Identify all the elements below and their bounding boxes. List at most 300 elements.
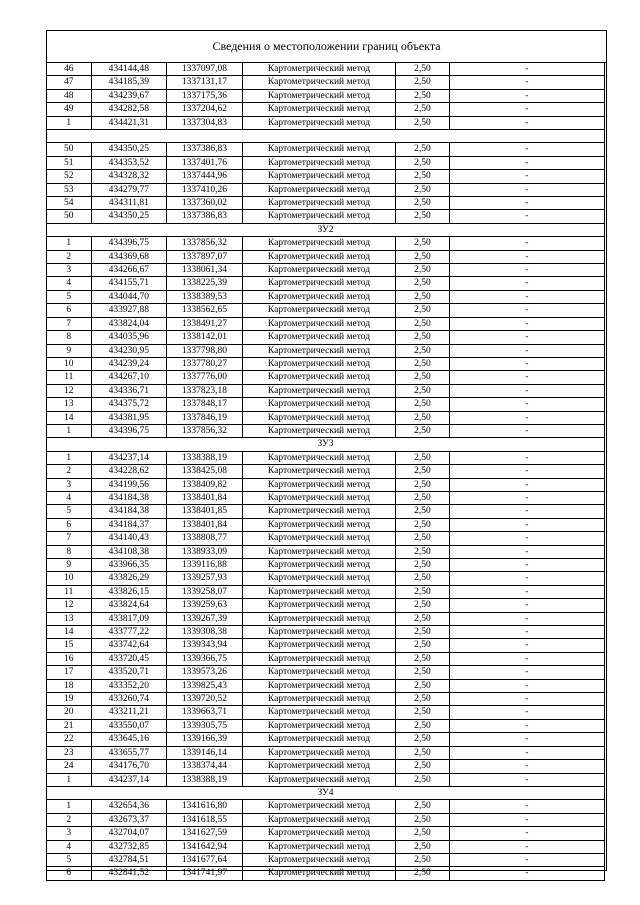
y-coordinate-cell: 1339305,75: [167, 719, 243, 732]
description-cell: -: [449, 853, 604, 866]
table-row: [47, 867, 605, 880]
accuracy-cell: 2,50: [396, 585, 450, 598]
accuracy-cell: 2,50: [396, 572, 450, 585]
method-cell: Картометрический метод: [242, 398, 395, 411]
x-coordinate-cell: 432673,37: [91, 813, 167, 826]
table-row: [47, 800, 605, 813]
description-cell: -: [449, 304, 604, 317]
description-cell: -: [449, 89, 604, 102]
point-number-cell: 9: [47, 559, 92, 572]
y-coordinate-cell: 1338409,82: [167, 478, 243, 491]
y-coordinate-cell: 1338401,85: [167, 505, 243, 518]
accuracy-cell: 2,50: [396, 599, 450, 612]
y-coordinate-cell: 1339267,39: [167, 612, 243, 625]
point-number-cell: 3: [47, 827, 92, 840]
point-number-cell: 3: [47, 264, 92, 277]
method-cell: Картометрический метод: [242, 197, 395, 210]
y-coordinate-cell: 1338401,84: [167, 491, 243, 504]
point-number-cell: 50: [47, 210, 92, 223]
description-cell: -: [449, 813, 604, 826]
table-row: [47, 532, 605, 545]
point-number-cell: 47: [47, 76, 92, 89]
table-row: [47, 264, 605, 277]
y-coordinate-cell: 1337175,36: [167, 89, 243, 102]
y-coordinate-cell: 1337386,83: [167, 143, 243, 156]
accuracy-cell: 2,50: [396, 733, 450, 746]
accuracy-cell: 2,50: [396, 210, 450, 223]
table-row: [47, 304, 605, 317]
method-cell: Картометрический метод: [242, 304, 395, 317]
y-coordinate-cell: 1337444,96: [167, 170, 243, 183]
accuracy-cell: 2,50: [396, 264, 450, 277]
point-number-cell: 11: [47, 371, 92, 384]
x-coordinate-cell: 433352,20: [91, 679, 167, 692]
method-cell: Картометрический метод: [242, 116, 395, 129]
method-cell: Картометрический метод: [242, 559, 395, 572]
description-cell: -: [449, 344, 604, 357]
x-coordinate-cell: 434230,95: [91, 344, 167, 357]
x-coordinate-cell: 433260,74: [91, 693, 167, 706]
y-coordinate-cell: 1338425,08: [167, 465, 243, 478]
description-cell: -: [449, 518, 604, 531]
description-cell: -: [449, 599, 604, 612]
description-cell: -: [449, 237, 604, 250]
y-coordinate-cell: 1337410,26: [167, 183, 243, 196]
section-header-row: [47, 223, 605, 236]
x-coordinate-cell: 434279,77: [91, 183, 167, 196]
y-coordinate-cell: 1339573,26: [167, 666, 243, 679]
x-coordinate-cell: 434044,70: [91, 290, 167, 303]
point-number-cell: 18: [47, 679, 92, 692]
description-cell: -: [449, 760, 604, 773]
description-cell: -: [449, 827, 604, 840]
description-cell: -: [449, 545, 604, 558]
point-number-cell: 1: [47, 800, 92, 813]
y-coordinate-cell: 1338401,84: [167, 518, 243, 531]
accuracy-cell: 2,50: [396, 76, 450, 89]
method-cell: Картометрический метод: [242, 626, 395, 639]
table-row: [47, 143, 605, 156]
y-coordinate-cell: 1337386,83: [167, 210, 243, 223]
table-row: [47, 706, 605, 719]
accuracy-cell: 2,50: [396, 197, 450, 210]
x-coordinate-cell: 433817,09: [91, 612, 167, 625]
point-number-cell: 1: [47, 424, 92, 437]
description-cell: -: [449, 652, 604, 665]
point-number-cell: 5: [47, 290, 92, 303]
y-coordinate-cell: 1338061,34: [167, 264, 243, 277]
method-cell: Картометрический метод: [242, 652, 395, 665]
x-coordinate-cell: 434396,75: [91, 424, 167, 437]
description-cell: -: [449, 612, 604, 625]
accuracy-cell: 2,50: [396, 679, 450, 692]
point-number-cell: 24: [47, 760, 92, 773]
point-number-cell: 51: [47, 156, 92, 169]
table-row: [47, 424, 605, 437]
point-number-cell: 1: [47, 451, 92, 464]
section-header-row: [47, 130, 605, 143]
accuracy-cell: 2,50: [396, 559, 450, 572]
point-number-cell: 23: [47, 746, 92, 759]
method-cell: Картометрический метод: [242, 411, 395, 424]
y-coordinate-cell: 1339343,94: [167, 639, 243, 652]
description-cell: -: [449, 451, 604, 464]
description-cell: -: [449, 384, 604, 397]
description-cell: -: [449, 867, 604, 880]
y-coordinate-cell: 1337856,32: [167, 424, 243, 437]
point-number-cell: 13: [47, 398, 92, 411]
description-cell: -: [449, 505, 604, 518]
x-coordinate-cell: 434140,43: [91, 532, 167, 545]
description-cell: -: [449, 639, 604, 652]
method-cell: Картометрический метод: [242, 719, 395, 732]
description-cell: -: [449, 63, 604, 76]
description-cell: -: [449, 532, 604, 545]
x-coordinate-cell: 434035,96: [91, 331, 167, 344]
method-cell: Картометрический метод: [242, 465, 395, 478]
x-coordinate-cell: 433826,15: [91, 585, 167, 598]
y-coordinate-cell: 1341642,94: [167, 840, 243, 853]
y-coordinate-cell: 1339166,39: [167, 733, 243, 746]
table-row: [47, 773, 605, 786]
table-row: [47, 827, 605, 840]
point-number-cell: 14: [47, 626, 92, 639]
method-cell: Картометрический метод: [242, 639, 395, 652]
method-cell: Картометрический метод: [242, 491, 395, 504]
accuracy-cell: 2,50: [396, 170, 450, 183]
description-cell: -: [449, 264, 604, 277]
accuracy-cell: 2,50: [396, 89, 450, 102]
description-cell: -: [449, 572, 604, 585]
x-coordinate-cell: 434239,24: [91, 357, 167, 370]
y-coordinate-cell: 1338388,19: [167, 451, 243, 464]
section-header-row: [47, 786, 605, 799]
point-number-cell: 10: [47, 572, 92, 585]
point-number-cell: 5: [47, 853, 92, 866]
point-number-cell: 15: [47, 639, 92, 652]
method-cell: Картометрический метод: [242, 264, 395, 277]
accuracy-cell: 2,50: [396, 853, 450, 866]
method-cell: Картометрический метод: [242, 800, 395, 813]
accuracy-cell: 2,50: [396, 545, 450, 558]
description-cell: -: [449, 277, 604, 290]
x-coordinate-cell: 434185,39: [91, 76, 167, 89]
point-number-cell: 13: [47, 612, 92, 625]
x-coordinate-cell: 433966,35: [91, 559, 167, 572]
accuracy-cell: 2,50: [396, 277, 450, 290]
x-coordinate-cell: 434375,72: [91, 398, 167, 411]
accuracy-cell: 2,50: [396, 116, 450, 129]
method-cell: Картометрический метод: [242, 63, 395, 76]
method-cell: Картометрический метод: [242, 210, 395, 223]
section-label: [47, 130, 605, 143]
y-coordinate-cell: 1338933,09: [167, 545, 243, 558]
point-number-cell: 3: [47, 478, 92, 491]
method-cell: Картометрический метод: [242, 143, 395, 156]
method-cell: Картометрический метод: [242, 760, 395, 773]
method-cell: Картометрический метод: [242, 478, 395, 491]
method-cell: Картометрический метод: [242, 277, 395, 290]
method-cell: Картометрический метод: [242, 867, 395, 880]
point-number-cell: 20: [47, 706, 92, 719]
table-row: [47, 545, 605, 558]
point-number-cell: 8: [47, 545, 92, 558]
point-number-cell: 10: [47, 357, 92, 370]
point-number-cell: 2: [47, 813, 92, 826]
accuracy-cell: 2,50: [396, 451, 450, 464]
table-row: [47, 853, 605, 866]
y-coordinate-cell: 1337823,18: [167, 384, 243, 397]
method-cell: Картометрический метод: [242, 357, 395, 370]
x-coordinate-cell: 433824,04: [91, 317, 167, 330]
accuracy-cell: 2,50: [396, 505, 450, 518]
method-cell: Картометрический метод: [242, 706, 395, 719]
y-coordinate-cell: 1337131,17: [167, 76, 243, 89]
x-coordinate-cell: 433927,88: [91, 304, 167, 317]
accuracy-cell: 2,50: [396, 156, 450, 169]
x-coordinate-cell: 433550,07: [91, 719, 167, 732]
x-coordinate-cell: 434421,31: [91, 116, 167, 129]
y-coordinate-cell: 1339308,38: [167, 626, 243, 639]
description-cell: -: [449, 559, 604, 572]
method-cell: Картометрический метод: [242, 518, 395, 531]
table-row: [47, 505, 605, 518]
table-row: [47, 250, 605, 263]
x-coordinate-cell: 433645,16: [91, 733, 167, 746]
table-row: [47, 639, 605, 652]
x-coordinate-cell: 433655,77: [91, 746, 167, 759]
x-coordinate-cell: 433824,64: [91, 599, 167, 612]
method-cell: Картометрический метод: [242, 103, 395, 116]
table-row: [47, 693, 605, 706]
x-coordinate-cell: 432784,51: [91, 853, 167, 866]
y-coordinate-cell: 1337856,32: [167, 237, 243, 250]
table-row: [47, 277, 605, 290]
table-row: [47, 666, 605, 679]
point-number-cell: 54: [47, 197, 92, 210]
accuracy-cell: 2,50: [396, 237, 450, 250]
method-cell: Картометрический метод: [242, 545, 395, 558]
x-coordinate-cell: 434350,25: [91, 210, 167, 223]
table-row: [47, 197, 605, 210]
x-coordinate-cell: 433742,64: [91, 639, 167, 652]
x-coordinate-cell: 434155,71: [91, 277, 167, 290]
method-cell: Картометрический метод: [242, 424, 395, 437]
point-number-cell: 1: [47, 116, 92, 129]
method-cell: Картометрический метод: [242, 183, 395, 196]
table-row: [47, 170, 605, 183]
point-number-cell: 2: [47, 465, 92, 478]
accuracy-cell: 2,50: [396, 250, 450, 263]
x-coordinate-cell: 432654,36: [91, 800, 167, 813]
table-row: [47, 679, 605, 692]
description-cell: -: [449, 371, 604, 384]
point-number-cell: 4: [47, 840, 92, 853]
y-coordinate-cell: 1341616,80: [167, 800, 243, 813]
y-coordinate-cell: 1339663,71: [167, 706, 243, 719]
table-row: [47, 103, 605, 116]
description-cell: -: [449, 156, 604, 169]
method-cell: Картометрический метод: [242, 585, 395, 598]
accuracy-cell: 2,50: [396, 491, 450, 504]
table-row: [47, 317, 605, 330]
description-cell: -: [449, 693, 604, 706]
accuracy-cell: 2,50: [396, 746, 450, 759]
description-cell: -: [449, 331, 604, 344]
description-cell: -: [449, 398, 604, 411]
y-coordinate-cell: 1337848,17: [167, 398, 243, 411]
accuracy-cell: 2,50: [396, 384, 450, 397]
table-row: [47, 491, 605, 504]
table-row: [47, 652, 605, 665]
point-number-cell: 5: [47, 505, 92, 518]
table-row: [47, 478, 605, 491]
document-frame: [46, 30, 607, 879]
method-cell: Картометрический метод: [242, 746, 395, 759]
table-row: [47, 585, 605, 598]
x-coordinate-cell: 434267,10: [91, 371, 167, 384]
point-number-cell: 14: [47, 411, 92, 424]
point-number-cell: 48: [47, 89, 92, 102]
table-row: [47, 290, 605, 303]
point-number-cell: 4: [47, 491, 92, 504]
point-number-cell: 8: [47, 331, 92, 344]
x-coordinate-cell: 433826,29: [91, 572, 167, 585]
point-number-cell: 7: [47, 532, 92, 545]
method-cell: Картометрический метод: [242, 505, 395, 518]
accuracy-cell: 2,50: [396, 371, 450, 384]
method-cell: Картометрический метод: [242, 317, 395, 330]
point-number-cell: 11: [47, 585, 92, 598]
table-row: [47, 599, 605, 612]
x-coordinate-cell: 434381,95: [91, 411, 167, 424]
method-cell: Картометрический метод: [242, 451, 395, 464]
y-coordinate-cell: 1341627,59: [167, 827, 243, 840]
accuracy-cell: 2,50: [396, 290, 450, 303]
section-header-row: [47, 438, 605, 451]
accuracy-cell: 2,50: [396, 867, 450, 880]
point-number-cell: 50: [47, 143, 92, 156]
y-coordinate-cell: 1338491,27: [167, 317, 243, 330]
x-coordinate-cell: 434144,48: [91, 63, 167, 76]
point-number-cell: 6: [47, 518, 92, 531]
description-cell: -: [449, 746, 604, 759]
x-coordinate-cell: 434369,68: [91, 250, 167, 263]
coordinates-table-body: [47, 63, 605, 881]
description-cell: -: [449, 679, 604, 692]
accuracy-cell: 2,50: [396, 760, 450, 773]
point-number-cell: 46: [47, 63, 92, 76]
y-coordinate-cell: 1338562,65: [167, 304, 243, 317]
accuracy-cell: 2,50: [396, 827, 450, 840]
description-cell: -: [449, 357, 604, 370]
description-cell: -: [449, 116, 604, 129]
table-row: [47, 411, 605, 424]
point-number-cell: 17: [47, 666, 92, 679]
description-cell: -: [449, 170, 604, 183]
x-coordinate-cell: 434350,25: [91, 143, 167, 156]
description-cell: -: [449, 626, 604, 639]
method-cell: Картометрический метод: [242, 840, 395, 853]
table-row: [47, 612, 605, 625]
point-number-cell: 16: [47, 652, 92, 665]
method-cell: Картометрический метод: [242, 250, 395, 263]
y-coordinate-cell: 1337846,19: [167, 411, 243, 424]
point-number-cell: 21: [47, 719, 92, 732]
y-coordinate-cell: 1337897,07: [167, 250, 243, 263]
point-number-cell: 19: [47, 693, 92, 706]
y-coordinate-cell: 1337776,00: [167, 371, 243, 384]
description-cell: -: [449, 706, 604, 719]
page-title: Сведения о местоположении границ объекта: [47, 31, 606, 63]
x-coordinate-cell: 434184,38: [91, 491, 167, 504]
point-number-cell: 6: [47, 867, 92, 880]
y-coordinate-cell: 1337097,08: [167, 63, 243, 76]
table-row: [47, 357, 605, 370]
point-number-cell: 53: [47, 183, 92, 196]
point-number-cell: 22: [47, 733, 92, 746]
accuracy-cell: 2,50: [396, 143, 450, 156]
accuracy-cell: 2,50: [396, 639, 450, 652]
method-cell: Картометрический метод: [242, 853, 395, 866]
description-cell: -: [449, 666, 604, 679]
x-coordinate-cell: 434237,14: [91, 773, 167, 786]
accuracy-cell: 2,50: [396, 478, 450, 491]
accuracy-cell: 2,50: [396, 331, 450, 344]
x-coordinate-cell: 434199,56: [91, 478, 167, 491]
table-row: [47, 465, 605, 478]
coordinates-table: [46, 62, 605, 881]
x-coordinate-cell: 434311,81: [91, 197, 167, 210]
description-cell: -: [449, 733, 604, 746]
x-coordinate-cell: 433777,22: [91, 626, 167, 639]
point-number-cell: 1: [47, 237, 92, 250]
accuracy-cell: 2,50: [396, 304, 450, 317]
table-row: [47, 371, 605, 384]
accuracy-cell: 2,50: [396, 344, 450, 357]
accuracy-cell: 2,50: [396, 706, 450, 719]
description-cell: -: [449, 840, 604, 853]
table-row: [47, 626, 605, 639]
table-row: [47, 451, 605, 464]
y-coordinate-cell: 1338142,01: [167, 331, 243, 344]
description-cell: -: [449, 143, 604, 156]
accuracy-cell: 2,50: [396, 183, 450, 196]
accuracy-cell: 2,50: [396, 666, 450, 679]
accuracy-cell: 2,50: [396, 532, 450, 545]
accuracy-cell: 2,50: [396, 800, 450, 813]
x-coordinate-cell: 432841,52: [91, 867, 167, 880]
y-coordinate-cell: 1339146,14: [167, 746, 243, 759]
accuracy-cell: 2,50: [396, 652, 450, 665]
y-coordinate-cell: 1337798,80: [167, 344, 243, 357]
method-cell: Картометрический метод: [242, 679, 395, 692]
y-coordinate-cell: 1337780,27: [167, 357, 243, 370]
table-row: [47, 572, 605, 585]
description-cell: -: [449, 773, 604, 786]
method-cell: Картометрический метод: [242, 331, 395, 344]
table-row: [47, 813, 605, 826]
x-coordinate-cell: 434237,14: [91, 451, 167, 464]
x-coordinate-cell: 434396,75: [91, 237, 167, 250]
method-cell: Картометрический метод: [242, 532, 395, 545]
description-cell: -: [449, 76, 604, 89]
table-row: [47, 156, 605, 169]
method-cell: Картометрический метод: [242, 156, 395, 169]
point-number-cell: 4: [47, 277, 92, 290]
x-coordinate-cell: 434336,71: [91, 384, 167, 397]
description-cell: -: [449, 411, 604, 424]
